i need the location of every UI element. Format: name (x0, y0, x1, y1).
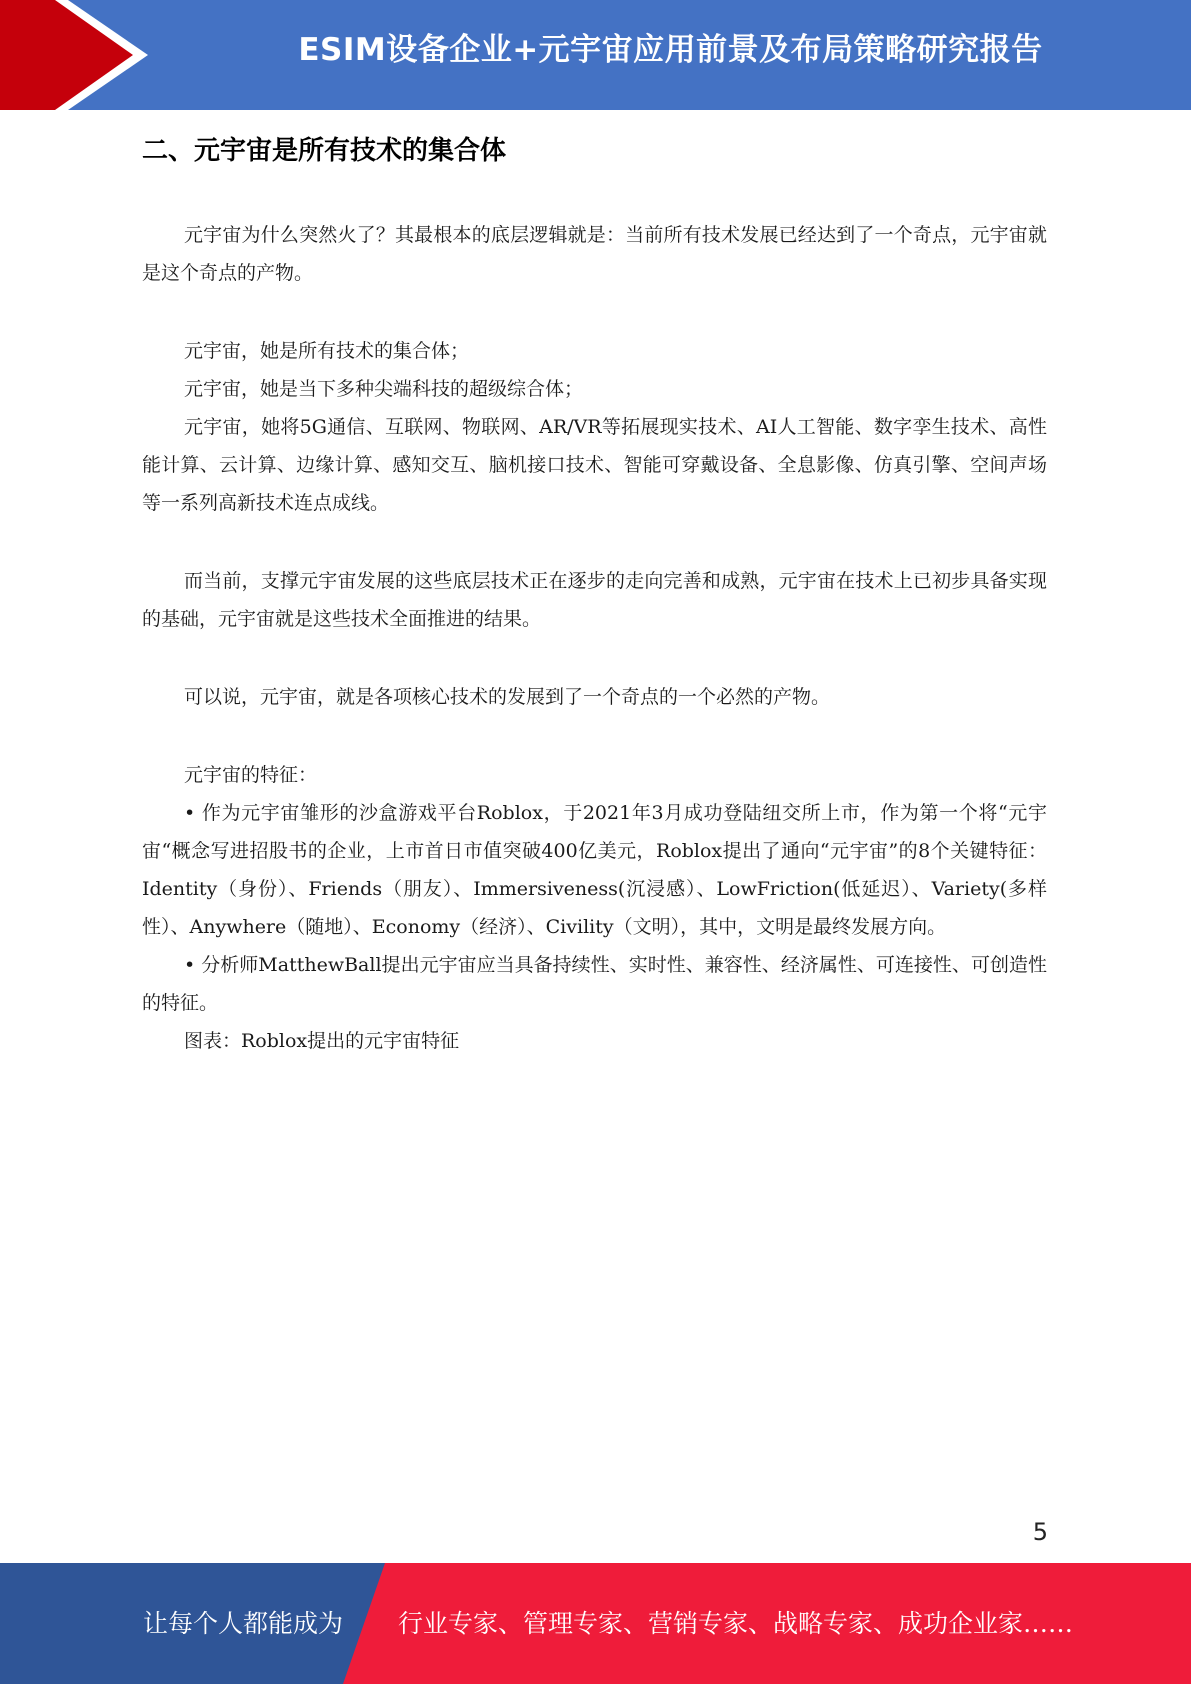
page-number: 5 (1032, 1518, 1048, 1546)
footer-slogan-right: 行业专家、管理专家、营销专家、战略专家、成功企业家…… (398, 1609, 1074, 1638)
footer-slogan-left: 让每个人都能成为 (143, 1609, 344, 1638)
header-chevron-icon (0, 0, 160, 110)
document-body (142, 128, 1047, 1060)
paragraph-why-hot: 元宇宙为什么突然火了？其最根本的底层逻辑就是：当前所有技术发展已经达到了一个奇点，元宇宙就是这个奇点的产物。 (142, 224, 1047, 284)
section-heading: 二、元宇宙是所有技术的集合体 (142, 136, 507, 166)
bullet-matthew-ball: • 分析师MatthewBall提出元宇宙应当具备持续性、实时性、兼容性、经济属性、可连接性、可创造性的特征。 (142, 954, 1047, 1014)
report-title: ESIM设备企业+元宇宙应用前景及布局策略研究报告 (298, 32, 1043, 68)
figure-caption: 图表：Roblox提出的元宇宙特征 (184, 1030, 460, 1052)
bullet-roblox: • 作为元宇宙雏形的沙盒游戏平台Roblox，于2021年3月成功登陆纽交所上市，作为第一个将“元宇宙“概念写进招股书的企业，上市首日市值突破400亿美元，Roblox提出了通向“元宇宙”的8个关键特征：Identity（身份）、Friends（朋友）、Immersiveness(沉浸感）、LowFriction(低延迟）、Variety(多样性）、Anywhere（随地）、Economy（经济）、Civility（文明），其中，文明是最终发展方向。 (142, 802, 1047, 938)
paragraph-technologies: 元宇宙，她将5G通信、互联网、物联网、AR/VR等拓展现实技术、AI人工智能、数字孪生技术、高性能计算、云计算、边缘计算、感知交互、脑机接口技术、智能可穿戴设备、全息影像、仿真引擎、空间声场等一系列高新技术连点成线。 (142, 416, 1047, 514)
paragraph-current-state: 而当前，支撑元宇宙发展的这些底层技术正在逐步的走向完善和成熟，元宇宙在技术上已初步具备实现的基础，元宇宙就是这些技术全面推进的结果。 (142, 570, 1047, 630)
paragraph-collection: 元宇宙，她是所有技术的集合体； (184, 340, 470, 362)
paragraph-conclusion: 可以说，元宇宙，就是各项核心技术的发展到了一个奇点的一个必然的产物。 (184, 686, 831, 708)
paragraph-synthesis: 元宇宙，她是当下多种尖端科技的超级综合体； (184, 378, 584, 400)
paragraph-features-heading: 元宇宙的特征： (184, 764, 318, 786)
header-banner (0, 0, 1191, 110)
footer-banner (0, 1563, 1191, 1684)
